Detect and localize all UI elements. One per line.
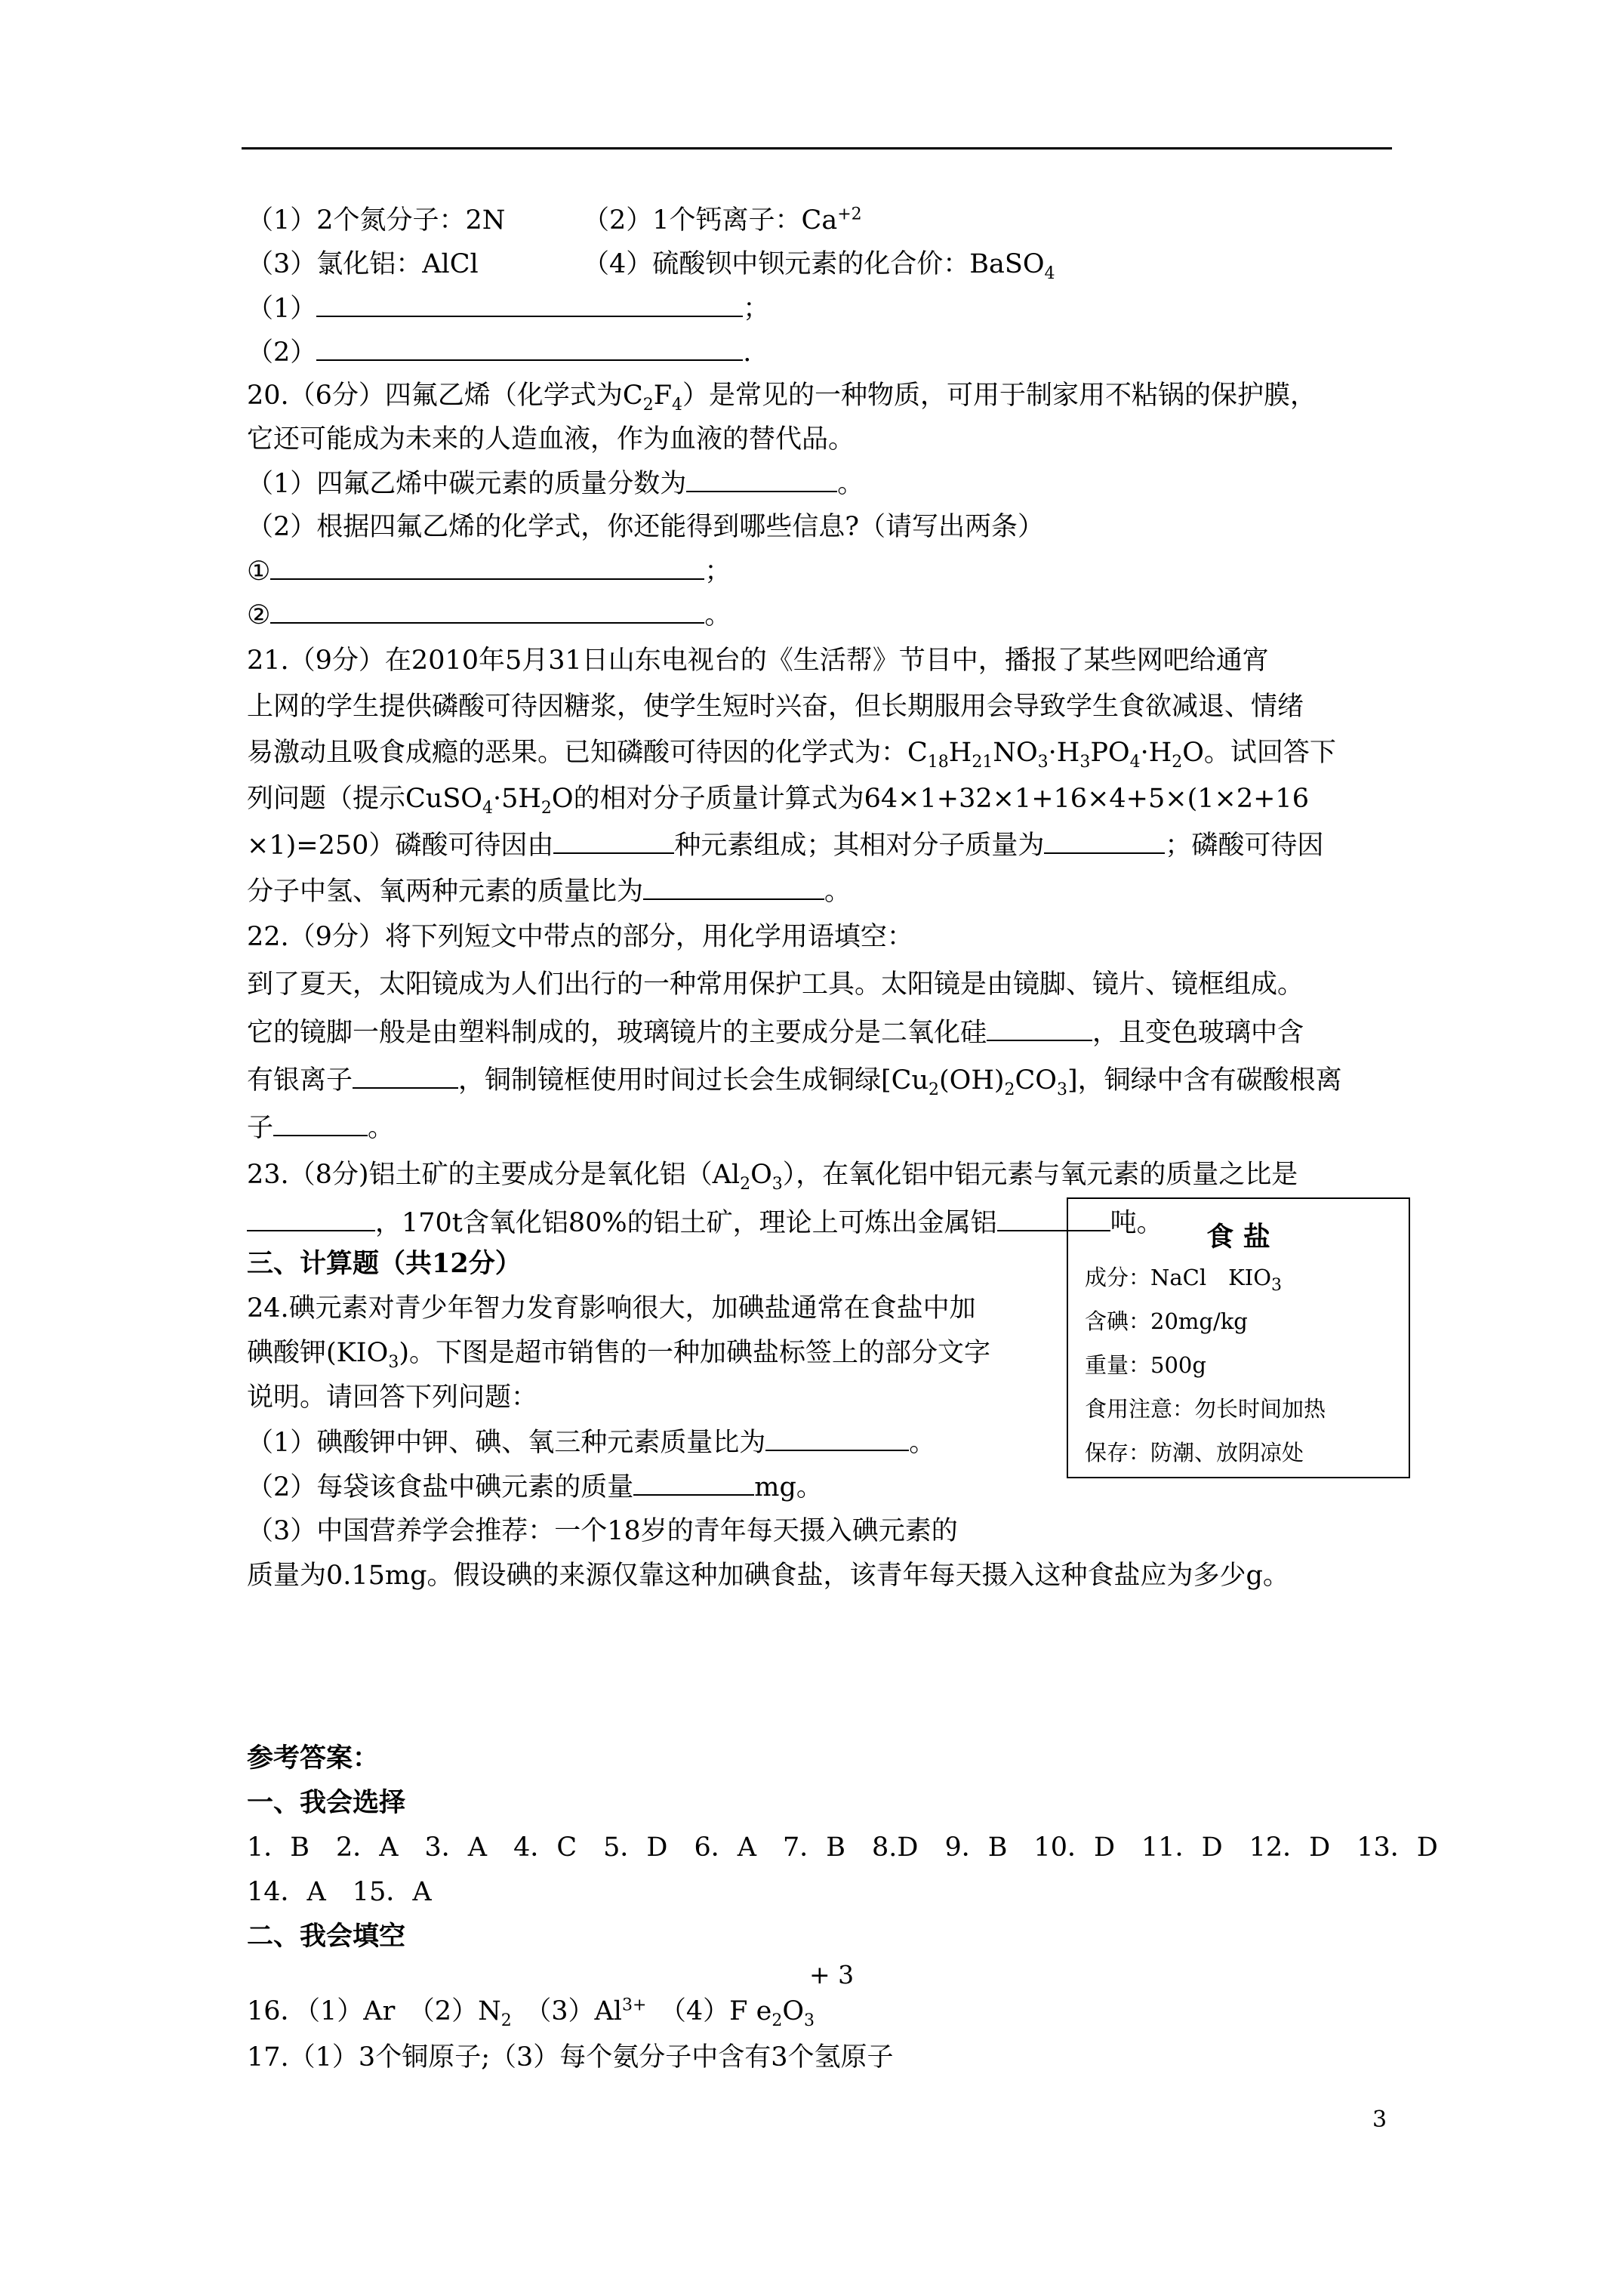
q19-line-1: （1）2个氮分子：2N （2）1个钙离子：$Ca^{+2}$ [247,205,862,236]
q24-line-7: 质量为0.15mg。假设碘的来源仅靠这种加碘食盐，该青年每天摄入这种食盐应为多少g。 [247,1561,1289,1591]
q20-line-6: ② 。 [247,596,731,633]
answer-blank[interactable] [316,334,743,361]
q24-line-6: （3）中国营养学会推荐：一个18岁的青年每天摄入碘元素的 [247,1516,958,1546]
q20-line-2: 它还可能成为未来的人造血液，作为血液的替代品。 [247,424,855,455]
answer-blank[interactable] [633,1469,754,1496]
salt-label-caution: 食用注意：勿长时间加热 [1085,1396,1326,1422]
answer-blank[interactable] [643,873,824,900]
salt-label-ingredients: 成分：NaCl $KIO_3$ [1085,1265,1283,1295]
answers-mc-line-2: 14．A 15．A [247,1877,432,1907]
answer-blank[interactable] [247,1204,375,1231]
answer-blank[interactable] [273,1109,368,1136]
answer-blank[interactable] [316,290,743,317]
q22-line-4: 有银离子 ，铜制镜框使用时间过长会生成铜绿$[Cu_2(OH)_2CO_3]$，铜绿中含有碳酸根离 [247,1062,1342,1099]
salt-label-iodine: 含碘：20mg/kg [1085,1308,1248,1334]
q20-line-1: 20.（6分）四氟乙烯（化学式为$C_2F_4$）是常见的一种物质，可用于制家用不粘锅的保护膜， [247,381,1317,415]
q23-line-2: ，170t含氧化铝80%的铝土矿，理论上可炼出金属铝 吨。 [247,1204,1163,1241]
section-3-heading: 三、计算题（共12分） [247,1248,522,1279]
answers-q16: 16．（1）Ar $(2)N_2$ $(3)Al^{3+}$ （4）F $e_2O_3$ [247,1996,815,2030]
q21-line-6: 分子中氢、氧两种元素的质量比为 。 [247,873,851,910]
oxidation-number: + 3 [809,1960,855,1989]
salt-label-storage: 保存：防潮、放阴凉处 [1085,1440,1304,1465]
q24-line-3: 说明。请回答下列问题： [247,1382,538,1413]
q22-line-3: 它的镜脚一般是由塑料制成的，玻璃镜片的主要成分是二氧化硅 ，且变色玻璃中含 [247,1014,1304,1051]
answer-blank[interactable] [765,1424,909,1451]
header-rule [242,147,1392,149]
q24-line-2: 碘酸钾$(KIO_3)$。下图是超市销售的一种加碘盐标签上的部分文字 [247,1338,990,1372]
q22-line-2: 到了夏天，太阳镜成为人们出行的一种常用保护工具。太阳镜是由镜脚、镜片、镜框组成。 [247,969,1304,1000]
answers-title: 参考答案： [247,1743,380,1774]
q19-fill-2: （2） . [247,334,751,371]
q20-line-4: （2）根据四氟乙烯的化学式，你还能得到哪些信息?（请写出两条） [247,512,1045,542]
answer-blank[interactable] [1044,827,1165,854]
q21-line-3: 易激动且吸食成瘾的恶果。已知磷酸可待因的化学式为：$C_{18}H_{21}NO_3\cdot H_3PO_4\cdot H_2O$。试回答下 [247,738,1336,772]
q24-line-4: （1）碘酸钾中钾、碘、氧三种元素质量比为 。 [247,1424,935,1461]
answer-blank[interactable] [270,596,704,624]
salt-label-title: 食 盐 [1206,1221,1270,1253]
answer-blank[interactable] [270,553,704,580]
q21-line-5: ×1)=250）磷酸可待因由 种元素组成；其相对分子质量为 ；磷酸可待因 [247,827,1323,864]
answers-section-2: 二、我会填空 [247,1921,406,1952]
answer-blank[interactable] [686,465,837,492]
q20-line-5: ① ； [247,553,731,590]
q21-line-2: 上网的学生提供磷酸可待因糖浆，使学生短时兴奋，但长期服用会导致学生食欲减退、情绪 [247,692,1304,722]
answers-q17: 17.（1）3个铜原子;（3）每个氨分子中含有3个氢原子 [247,2042,894,2073]
salt-label-weight: 重量：500g [1085,1352,1206,1378]
answer-blank[interactable] [987,1014,1092,1041]
answers-section-1: 一、我会选择 [247,1787,406,1818]
answer-blank[interactable] [553,827,674,854]
q21-line-1: 21.（9分）在2010年5月31日山东电视台的《生活帮》节目中，播报了某些网吧给通宵 [247,646,1269,676]
q22-line-5: 子 。 [247,1109,394,1146]
q24-line-5: （2）每袋该食盐中碘元素的质量 mg。 [247,1469,823,1505]
page-number: 3 [1372,2106,1387,2133]
q19-fill-1: （1） ； [247,290,769,327]
q22-line-1: 22.（9分）将下列短文中带点的部分，用化学用语填空： [247,922,913,952]
q23-line-1: 23.（8分)铝土矿的主要成分是氧化铝$(Al_2O_3)$，在氧化铝中铝元素与氧元素的质量之比是 [247,1160,1298,1194]
q24-line-1: 24.碘元素对青少年智力发育影响很大，加碘盐通常在食盐中加 [247,1293,976,1324]
salt-label-box [1067,1197,1410,1478]
answers-mc-line-1: 1．B 2．A 3．A 4．C 5．D 6．A 7．B 8.D 9．B 10．D 11．D 12．D 13．D [247,1832,1438,1863]
q19-line-2: （3）氯化铝：AlCl （4）硫酸钡中钡元素的化合价：BaSO$_4$ [247,249,1055,283]
answer-blank[interactable] [353,1062,458,1089]
q21-line-4: 列问题（提示$CuSO_4\cdot 5H_2O$的相对分子质量计算式为64×1+32×1+16×4+5×(1×2+16 [247,784,1309,818]
q20-line-3: （1）四氟乙烯中碳元素的质量分数为 。 [247,465,864,502]
